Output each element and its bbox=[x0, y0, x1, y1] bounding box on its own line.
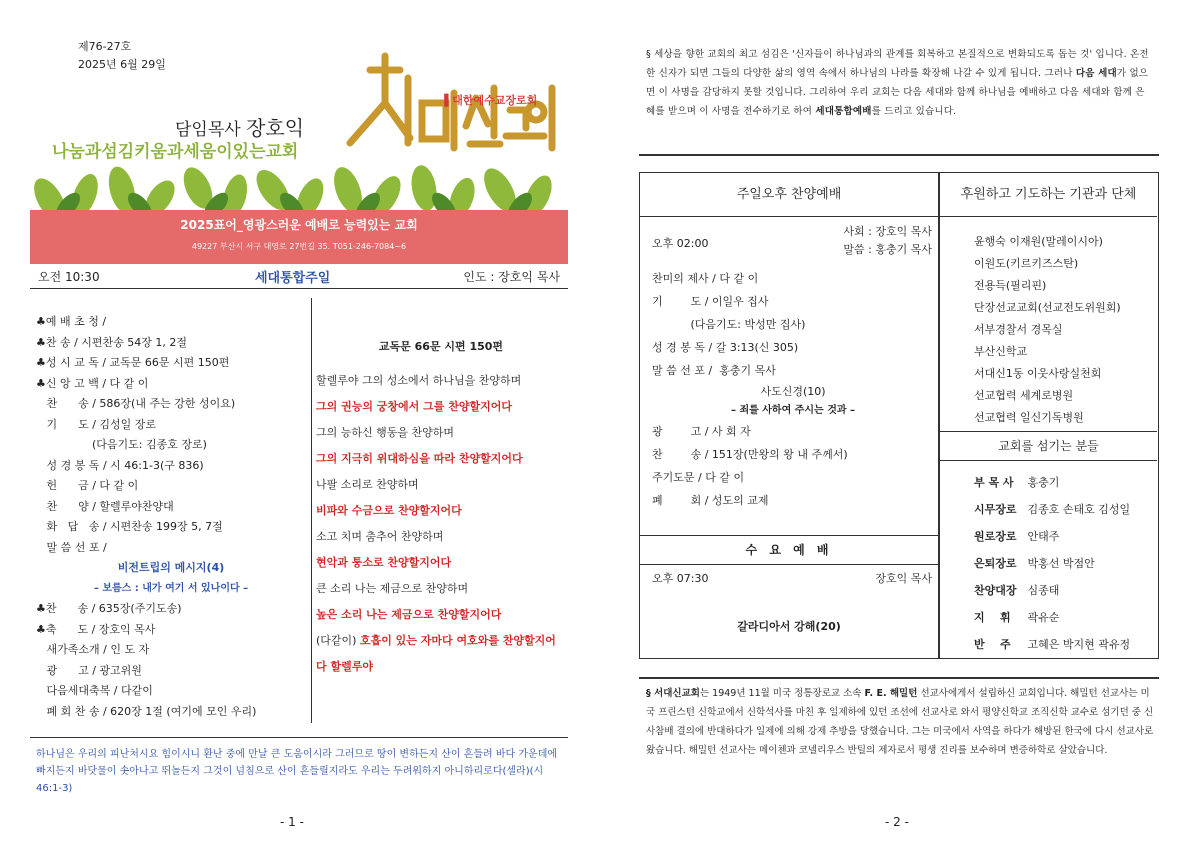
reading-title: 교독문 66문 시편 150편 bbox=[378, 340, 504, 353]
reading-response: 현악과 퉁소로 찬양할지어다 bbox=[316, 556, 452, 569]
sermon-title: 비전트립의 메시지(4) bbox=[117, 561, 225, 574]
worship-info-box bbox=[639, 172, 1159, 659]
order-item: ♣찬 송 / 635장(주기도송) bbox=[36, 602, 182, 615]
order-item: 폐 회 / 성도의 교제 bbox=[652, 494, 769, 507]
order-item: 폐 회 찬 송 / 620장 1절 (여기에 모인 우리) bbox=[36, 704, 257, 718]
intro-emphasis: 다음 세대 bbox=[1075, 68, 1117, 79]
sermon-subtitle: – 보름스 : 내가 여기 서 있나이다 – bbox=[93, 582, 249, 594]
order-item: ♣찬 송 / 시편찬송 54장 1, 2절 bbox=[36, 335, 188, 349]
reading-line: 큰 소리 나는 제금으로 찬양하며 bbox=[316, 582, 469, 595]
wednesday-time: 오후 07:30 bbox=[652, 572, 709, 585]
box-divider bbox=[938, 173, 940, 658]
support-item: 단장선교교회(선교전도위원회) bbox=[974, 301, 1121, 314]
support-item: 서부경찰서 경목실 bbox=[974, 323, 1063, 336]
servant-row: 시무장로 김종호 손태호 김성일 bbox=[974, 503, 1131, 516]
reading-response: 그의 권능의 궁창에서 그를 찬양할지어다 bbox=[316, 400, 512, 413]
support-item: 윤행숙 이재원(말레이시아) bbox=[974, 235, 1103, 248]
history-emphasis: § 서대신교회 bbox=[646, 688, 700, 699]
page-number: - 1 - bbox=[280, 815, 304, 829]
support-list bbox=[974, 231, 1121, 429]
reading-line: 할렐루야 그의 성소에서 하나님을 찬양하며 bbox=[316, 374, 522, 387]
order-item: 기 도 / 이일우 집사 bbox=[652, 295, 769, 308]
scripture-verse: 하나님은 우리의 피난처시요 힘이시니 환난 중에 만날 큰 도움이시라 그러므로 땅이 변하든지 산이 흔들려 바다 가운데에 빠지든지 바닷물이 솟아나고 뛰놀든지 그것이 넘침으로 산이 흔들릴지라도 우리는 두려워하지 아니하리로다(셀라)(시 46:1-3) bbox=[36, 749, 558, 794]
support-title: 후원하고 기도하는 기관과 단체 bbox=[940, 173, 1157, 217]
afternoon-worship bbox=[652, 225, 934, 512]
order-item: ♣예 배 초 청 / bbox=[36, 315, 107, 328]
wednesday-worship-title: 수 요 예 배 bbox=[640, 535, 938, 565]
order-item: 말 씀 선 포 / 홍충기 목사 bbox=[652, 364, 776, 377]
order-item: 찬 양 / 할렐루야찬양대 bbox=[36, 499, 174, 513]
servant-row: 부 목 사 홍충기 bbox=[974, 476, 1060, 489]
reading-response: 높은 소리 나는 제금으로 찬양할지어다 bbox=[316, 608, 502, 621]
wednesday-leader: 장호익 목사 bbox=[875, 572, 932, 585]
pastor-title: 담임목사 bbox=[175, 120, 241, 140]
intro-emphasis: 세대통합예배 bbox=[815, 106, 872, 117]
support-item: 이원도(키르키즈스탄) bbox=[974, 257, 1079, 270]
reading-unison-text: 호흡이 있는 자마다 여호와를 찬양할지어다 할렐루야 bbox=[316, 634, 556, 673]
afternoon-sermon-sub: – 죄를 사하여 주시는 것과 – bbox=[730, 405, 855, 416]
divider bbox=[639, 154, 1159, 156]
support-item: 부산신학교 bbox=[974, 345, 1028, 358]
reading-unison: (다같이) 호흡이 있는 자마다 여호와를 찬양할지어다 할렐루야 bbox=[316, 634, 556, 673]
denomination-icon: ▐ bbox=[440, 94, 453, 107]
afternoon-header bbox=[652, 225, 934, 267]
service-time: 오전 10:30 bbox=[38, 270, 100, 284]
servants-list bbox=[974, 469, 1130, 658]
church-history: § 서대신교회는 1949년 11월 미국 정통장로교 소속 F. E. 해밀턴 선교사에게서 설립하신 교회입니다. 해밀턴 선교사는 미국 프린스턴 신학교에서 신학석사를 마친 후 일제하에 있던 조선에 선교사로 와서 평양신학교 조직신학 교수로 섬기던 중 신사참배 결의에 반대하다가 일제에 의해 강제 추방을 당했습니다. 그는 미국에서 사역을 하다가 해방된 한국에 다시 선교사로 왔습니다. 해밀턴 선교사는 메이첸과 코넬리우스 반틸의 제자로서 평생 진리를 보수하며 변증하학로 살았습니다. bbox=[646, 688, 1154, 756]
order-item: 새가족소개 / 인 도 자 bbox=[36, 643, 150, 656]
wednesday-info bbox=[652, 570, 932, 586]
order-item: 헌 금 / 다 같 이 bbox=[36, 479, 139, 492]
servant-row: 반 주 고혜은 박지현 곽유정 bbox=[974, 638, 1131, 651]
banner-address: 49227 부산시 서구 대영로 27번길 35. T051-246-7084~6 bbox=[191, 242, 407, 251]
order-item: ♣신 앙 고 백 / 다 같 이 bbox=[36, 376, 149, 390]
order-item: 찬 송 / 151장(만왕의 왕 내 주께서) bbox=[652, 448, 848, 461]
history-emphasis: F. E. 해밀턴 bbox=[864, 688, 918, 699]
banner-title: 2025표어_영광스러운 예배로 능력있는 교회 bbox=[180, 218, 418, 232]
support-item: 전용득(필리핀) bbox=[974, 279, 1047, 292]
afternoon-sermon: 사도신경(10) bbox=[760, 385, 826, 398]
servant-row: 원로장로 안태주 bbox=[974, 530, 1060, 543]
reading-line: 소고 치며 춤추어 찬양하며 bbox=[316, 530, 444, 543]
church-motto: 나눔과섬김키움과세움이있는교회 bbox=[52, 142, 299, 162]
order-item: 성 경 봉 독 / 시 46:1-3(구 836) bbox=[36, 458, 204, 472]
wednesday-text: 갈라디아서 강해(20) bbox=[737, 620, 841, 633]
order-item: 주기도문 / 다 같 이 bbox=[652, 471, 745, 484]
service-leader: 인도 : 장호익 목사 bbox=[463, 270, 560, 284]
order-item: 광 고 / 광고위원 bbox=[36, 663, 142, 677]
intro-paragraph: § 세상을 향한 교회의 최고 섬김은 '신자들이 하나님과의 관계를 회복하고 본질적으로 변화되도록 돕는 것' 입니다. 온전한 신자가 되면 그들의 다양한 삶의 영역 속에서 하나님의 나라를 확장해 나갈 수 있게 됩니다. 그러나 다음 세대가 없으면 이 사명을 감당하지 못할 것입니다. 그리하여 우리 교회는 다음 세대와 함께 하나님을 예배하고 다음 세대와 함께 은혜를 받으며 이 사명을 전수하기로 하여 세대통합예배를 드리고 있습니다. bbox=[646, 49, 1149, 117]
order-item: 성 경 봉 독 / 갈 3:13(신 305) bbox=[652, 341, 799, 354]
service-name: 세대통합주일 bbox=[255, 271, 331, 286]
order-item: ♣성 시 교 독 / 교독문 66문 시편 150편 bbox=[36, 356, 230, 369]
afternoon-time: 오후 02:00 bbox=[652, 237, 709, 250]
servant-row: 찬양대장 심종태 bbox=[974, 584, 1060, 597]
reading-line: 나팔 소리로 찬양하며 bbox=[316, 478, 419, 491]
order-item: 다음세대축복 / 다같이 bbox=[36, 684, 153, 697]
denomination: ▐ 대한예수교장로회 bbox=[440, 94, 538, 107]
order-item: 화 답 송 / 시편찬송 199장 5, 7절 bbox=[36, 520, 223, 533]
reading-line: 그의 능하신 행동을 찬양하며 bbox=[316, 426, 455, 439]
order-item: 말 씀 선 포 / bbox=[36, 540, 107, 554]
issue-number: 제76-27호 bbox=[78, 40, 132, 53]
servant-row: 지 휘 곽유순 bbox=[974, 611, 1060, 624]
servants-title: 교회를 섬기는 분들 bbox=[940, 431, 1157, 461]
order-item: (다음기도: 김종호 장로) bbox=[36, 438, 207, 451]
reading-response: 그의 지극히 위대하심을 따라 찬양할지어다 bbox=[316, 452, 523, 465]
issue-date: 2025년 6월 29일 bbox=[78, 58, 166, 71]
support-item: 서대신1동 이웃사랑실천회 bbox=[974, 367, 1102, 380]
order-item: 기 도 / 김성일 장로 bbox=[36, 417, 157, 431]
support-item: 선교협력 일신기독병원 bbox=[974, 411, 1084, 424]
afternoon-worship-title: 주일오후 찬양예배 bbox=[640, 173, 938, 217]
servant-row: 은퇴장로 박홍선 박점안 bbox=[974, 557, 1095, 570]
order-item: 찬 송 / 586장(내 주는 강한 성이요) bbox=[36, 397, 236, 410]
order-item: ♣축 도 / 장호익 목사 bbox=[36, 622, 156, 636]
afternoon-host: 사회 : 장호익 목사 bbox=[843, 225, 932, 238]
divider bbox=[639, 677, 1159, 679]
order-item: 광 고 / 사 회 자 bbox=[652, 425, 751, 438]
pastor-name: 장호익 bbox=[246, 116, 305, 140]
order-item: 찬미의 제사 / 다 같 이 bbox=[652, 272, 759, 285]
order-item: (다음기도: 박성만 집사) bbox=[652, 318, 806, 331]
reading-response: 비파와 수금으로 찬양할지어다 bbox=[316, 504, 462, 517]
page-number: - 2 - bbox=[885, 815, 909, 829]
afternoon-preacher: 말씀 : 홍충기 목사 bbox=[843, 243, 932, 256]
support-item: 선교협력 세계로병원 bbox=[974, 389, 1074, 402]
